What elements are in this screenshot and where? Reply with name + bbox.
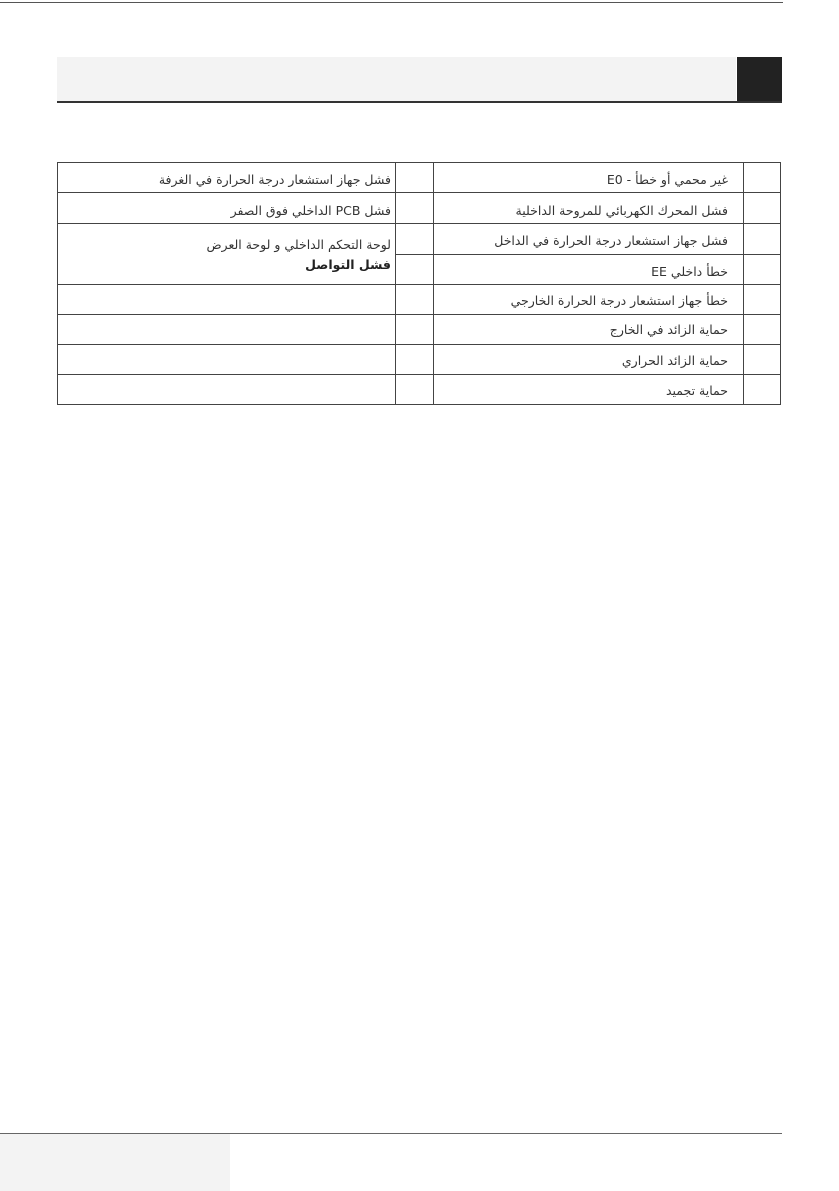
- left-row-1-description: فشل جهاز استشعار درجة الحرارة في الغرفة: [158, 172, 391, 187]
- right-row-3-description: فشل جهاز استشعار درجة الحرارة في الداخل: [494, 233, 728, 248]
- page-header-bar: [57, 57, 736, 101]
- row-divider: [433, 344, 780, 345]
- row-divider: [395, 284, 433, 285]
- row-divider: [58, 374, 395, 375]
- footer-page-box: [0, 1134, 230, 1191]
- row-divider: [58, 314, 395, 315]
- right-row-5-description: خطأ جهاز استشعار درجة الحرارة الخارجي: [510, 293, 728, 308]
- right-row-1-description: غير محمي أو خطأ - E0: [606, 172, 728, 187]
- row-divider: [433, 284, 780, 285]
- right-row-7-description: حماية الزائد الحراري: [621, 353, 728, 368]
- row-divider: [58, 223, 395, 224]
- row-divider: [395, 254, 433, 255]
- right-row-8-description: حماية تجميد: [665, 383, 728, 398]
- right-row-4-description: خطأ داخلي EE: [651, 264, 728, 279]
- row-divider: [58, 192, 395, 193]
- row-divider: [433, 223, 780, 224]
- header-underline: [57, 101, 782, 103]
- right-row-2-description: فشل المحرك الكهربائي للمروحة الداخلية: [515, 203, 728, 218]
- section-tab-marker: [737, 57, 782, 101]
- error-codes-table: [57, 162, 781, 405]
- row-divider: [395, 344, 433, 345]
- row-divider: [395, 223, 433, 224]
- row-divider: [433, 314, 780, 315]
- right-row-6-description: حماية الزائد في الخارج: [609, 322, 728, 337]
- row-divider: [395, 192, 433, 193]
- row-divider: [58, 344, 395, 345]
- top-rule: [0, 2, 783, 3]
- left-row-3-description-line-2: فشل التواصل: [305, 257, 391, 272]
- row-divider: [433, 374, 780, 375]
- row-divider: [395, 374, 433, 375]
- row-divider: [433, 254, 780, 255]
- row-divider: [395, 314, 433, 315]
- left-row-3-description: لوحة التحكم الداخلي و لوحة العرض: [206, 237, 391, 252]
- left-row-2-description: فشل PCB الداخلي فوق الصفر: [230, 203, 391, 218]
- row-divider: [433, 192, 780, 193]
- row-divider: [58, 284, 395, 285]
